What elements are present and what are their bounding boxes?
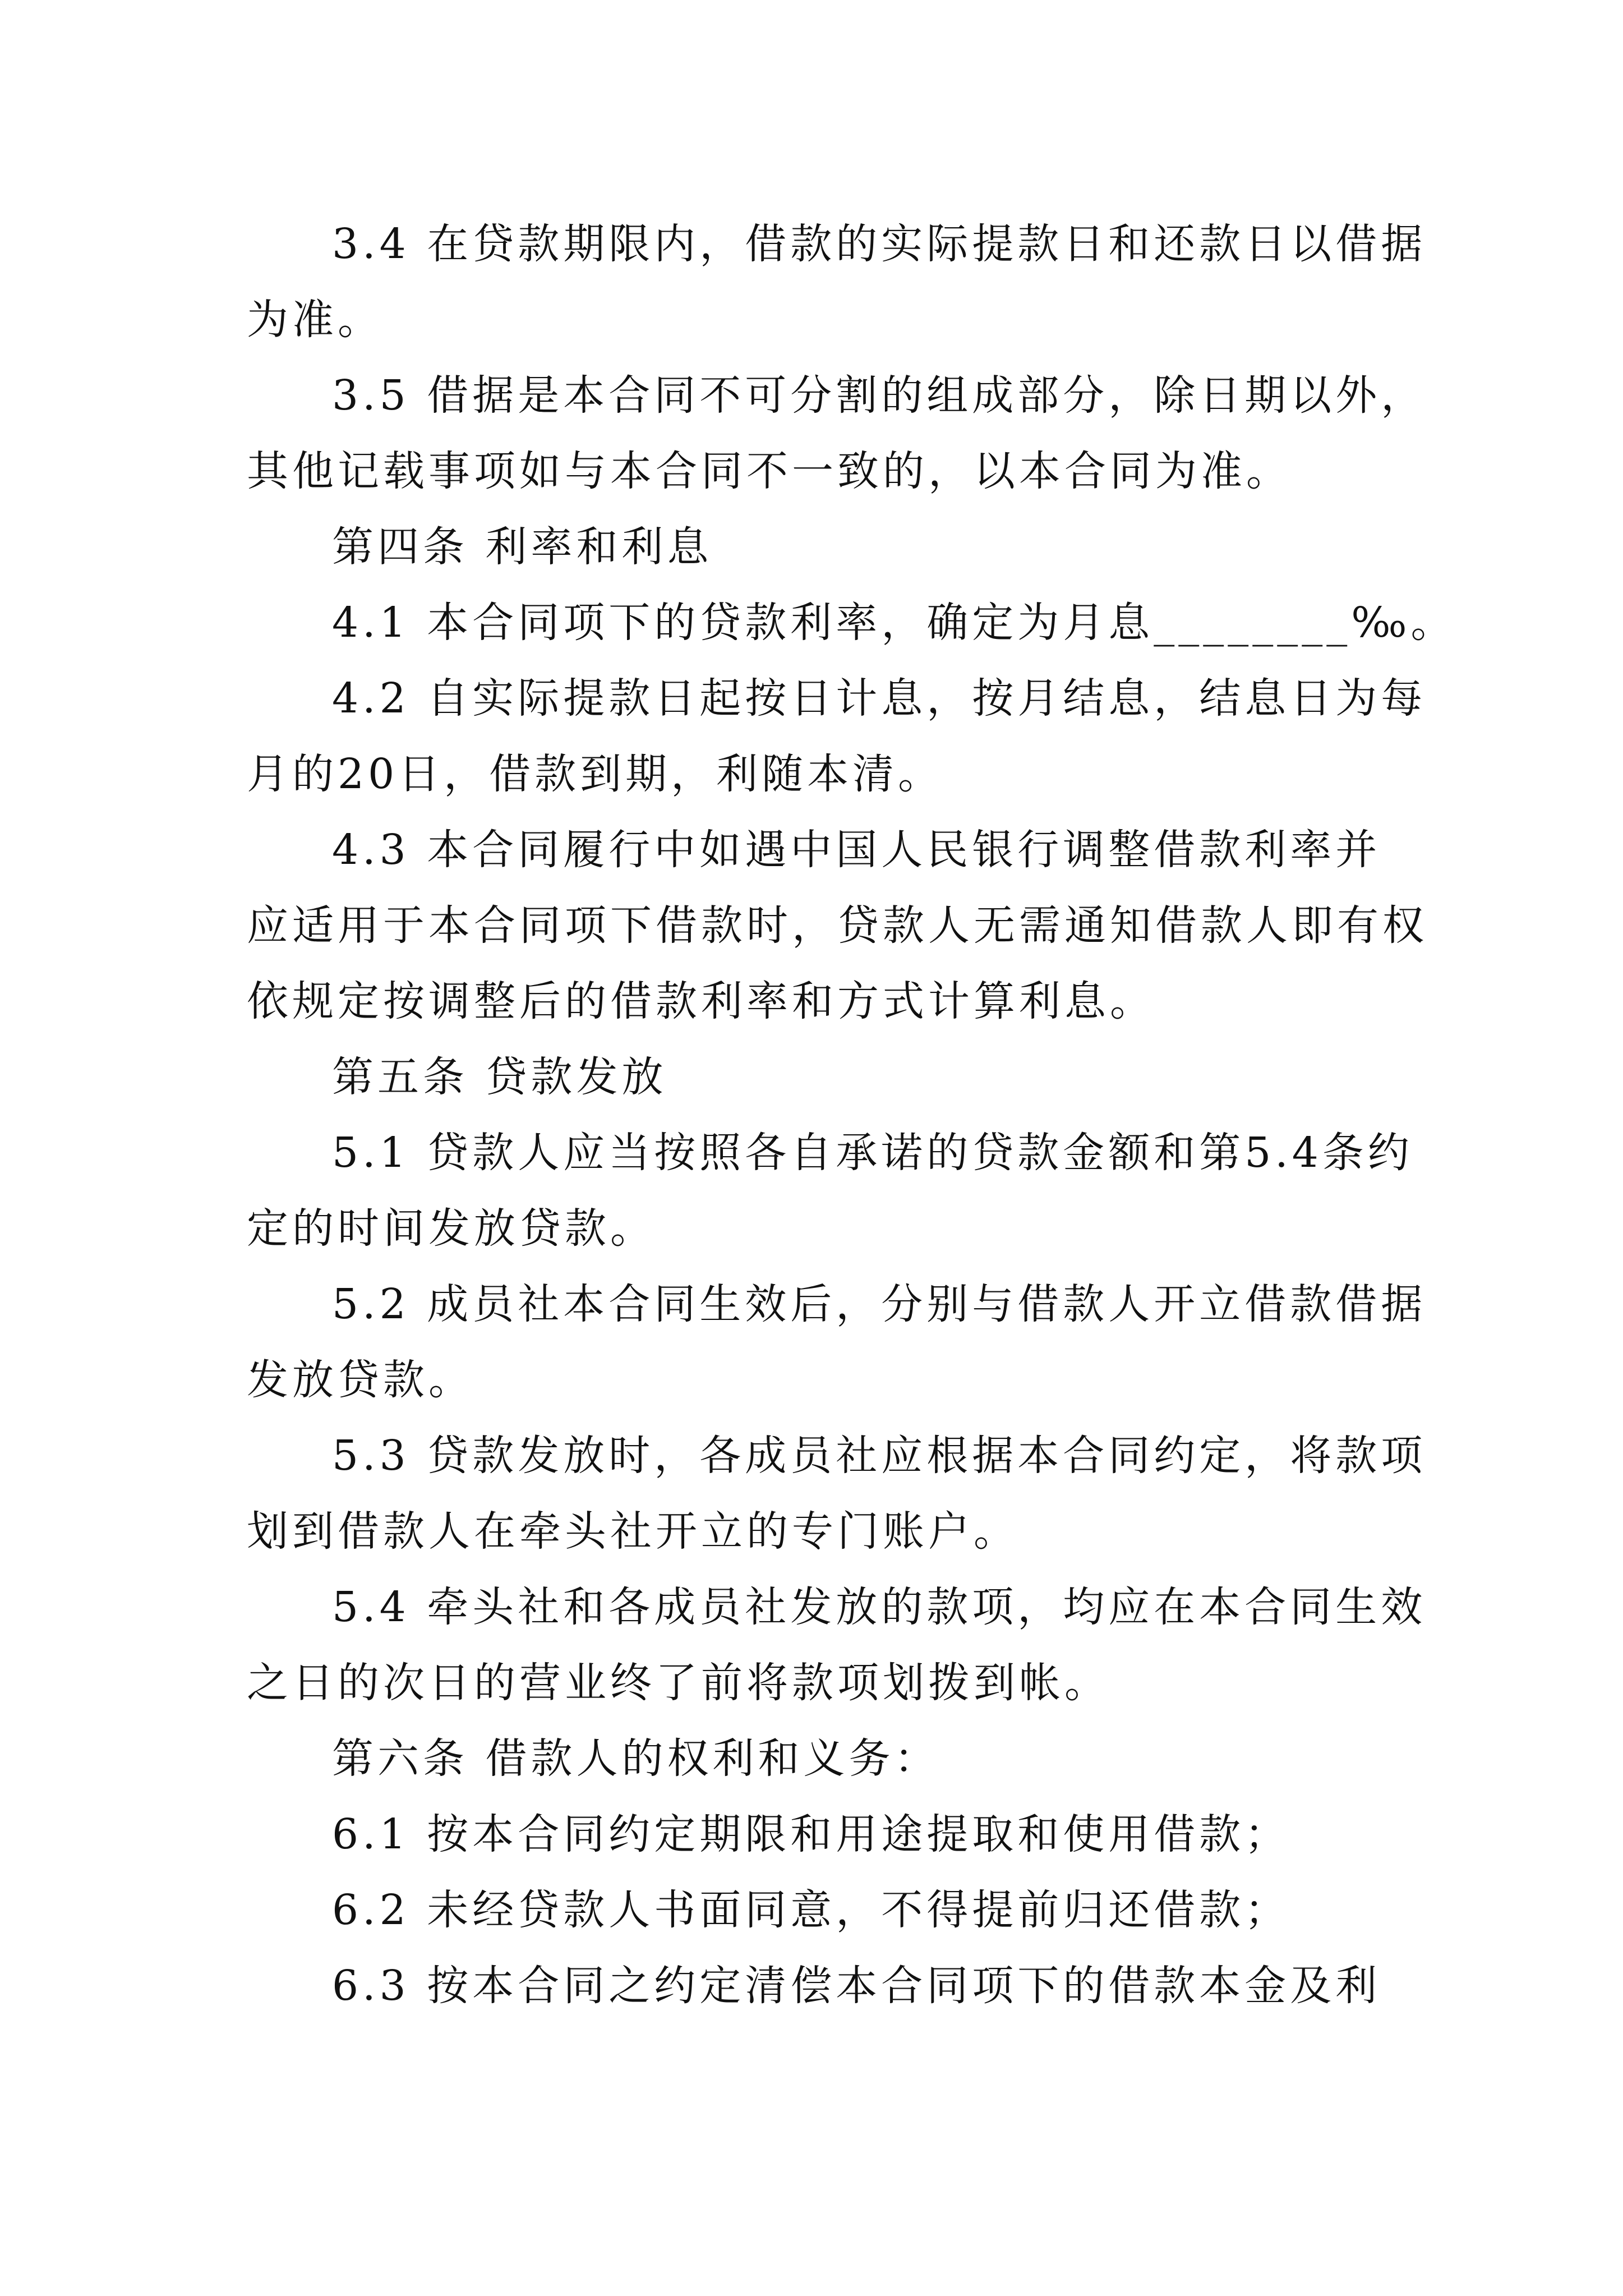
clause-5-3-line-1: 5.3 贷款发放时，各成员社应根据本合同约定，将款项 — [332, 1432, 1427, 1480]
clause-5-2-line-1: 5.2 成员社本合同生效后，分别与借款人开立借款借据 — [332, 1280, 1427, 1328]
clause-3-5-line-1: 3.5 借据是本合同不可分割的组成部分，除日期以外， — [332, 371, 1427, 420]
clause-5-2-line-2: 发放贷款。 — [247, 1356, 474, 1404]
clause-5-3-line-2: 划到借款人在牵头社开立的专门账户。 — [247, 1507, 1019, 1556]
clause-3-4-line-1: 3.4 在贷款期限内，借款的实际提款日和还款日以借据 — [332, 220, 1427, 268]
clause-6-3-line-1: 6.3 按本合同之约定清偿本合同项下的借款本金及利 — [332, 1962, 1381, 2010]
article-4-heading: 第四条 利率和利息 — [332, 523, 713, 571]
clause-3-4-line-2: 为准。 — [247, 296, 383, 344]
clause-4-2-line-1: 4.2 自实际提款日起按日计息，按月结息，结息日为每 — [332, 674, 1427, 723]
clause-4-2-line-2: 月的20日，借款到期，利随本清。 — [247, 750, 944, 798]
clause-4-3-line-2: 应适用于本合同项下借款时，贷款人无需通知借款人即有权 — [247, 901, 1428, 950]
article-6-heading: 第六条 借款人的权利和义务： — [332, 1734, 940, 1783]
clause-4-3-line-3: 依规定按调整后的借款利率和方式计算利息。 — [247, 977, 1155, 1025]
clause-5-1-line-1: 5.1 贷款人应当按照各自承诺的贷款金额和第5.4条约 — [332, 1129, 1413, 1177]
clause-5-4-line-2: 之日的次日的营业终了前将款项划拨到帐。 — [247, 1659, 1110, 1707]
clause-6-2-line-1: 6.2 未经贷款人书面同意，不得提前归还借款； — [332, 1886, 1290, 1934]
clause-4-1-line-1: 4.1 本合同项下的贷款利率，确定为月息________‰。 — [332, 599, 1456, 647]
clause-3-5-line-2: 其他记载事项如与本合同不一致的，以本合同为准。 — [247, 447, 1292, 495]
clause-5-1-line-2: 定的时间发放贷款。 — [247, 1204, 656, 1253]
clause-5-4-line-1: 5.4 牵头社和各成员社发放的款项，均应在本合同生效 — [332, 1583, 1427, 1631]
clause-4-3-line-1: 4.3 本合同履行中如遇中国人民银行调整借款利率并 — [332, 826, 1381, 874]
clause-6-1-line-1: 6.1 按本合同约定期限和用途提取和使用借款； — [332, 1810, 1290, 1858]
article-5-heading: 第五条 贷款发放 — [332, 1053, 667, 1101]
